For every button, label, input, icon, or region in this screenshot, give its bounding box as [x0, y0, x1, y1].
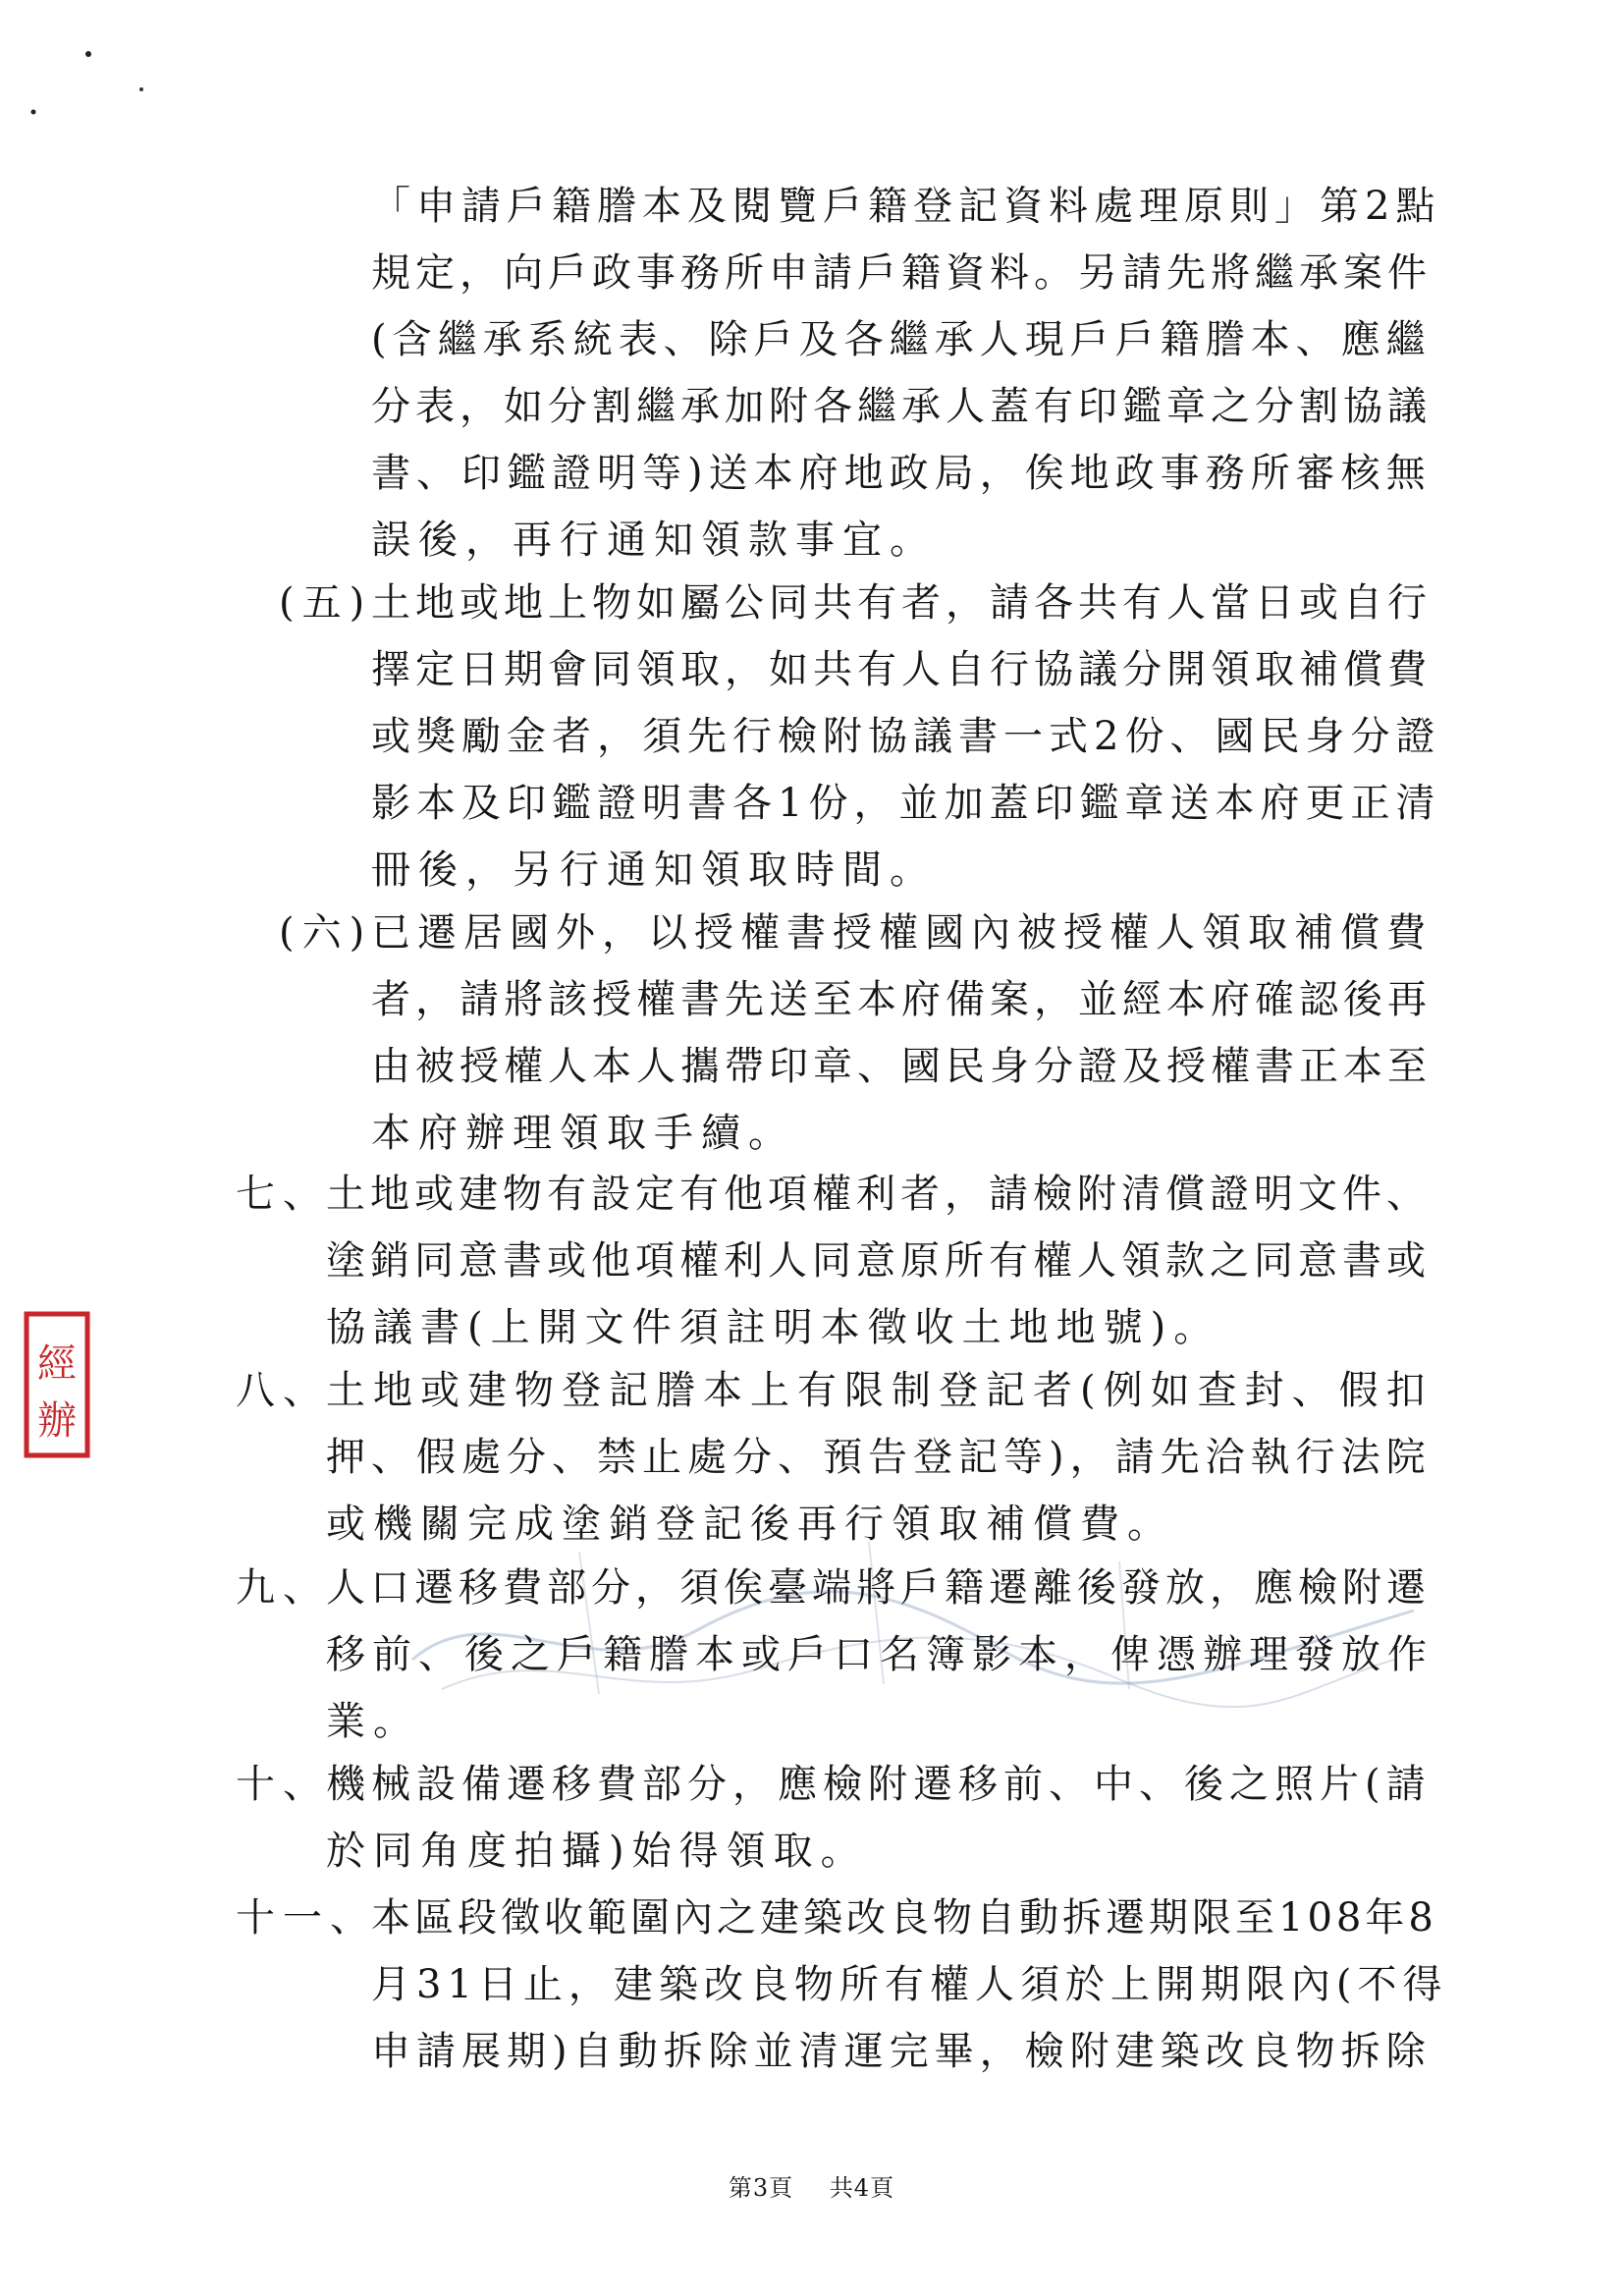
- page-footer: [0, 2168, 1623, 2203]
- item-marker: 八、: [236, 1368, 330, 1413]
- text-line: 人口遷移費部分，須俟臺端將戶籍遷離後發放，應檢附遷: [326, 1565, 1431, 1611]
- item-marker: (六): [279, 910, 373, 956]
- svg-text:經: 經: [37, 1341, 77, 1387]
- text-line: 規定，向戶政事務所申請戶籍資料。另請先將繼承案件: [371, 250, 1432, 296]
- text-line: 機械設備遷移費部分，應檢附遷移前、中、後之照片(請: [326, 1762, 1432, 1807]
- text-line: 影本及印鑑證明書各1份，並加蓋印鑑章送本府更正清: [371, 781, 1441, 826]
- item-marker: 十一、: [236, 1895, 377, 1941]
- text-line: 或獎勵金者，須先行檢附協議書一式2份、國民身分證: [371, 714, 1441, 759]
- text-line: 塗銷同意書或他項權利人同意原所有權人領款之同意書或: [326, 1238, 1431, 1284]
- item-marker: 十、: [236, 1762, 330, 1807]
- page-number: 第3頁: [728, 2174, 794, 2202]
- blue-ink-stamp: [373, 1522, 1453, 1719]
- text-line: 者，請將該授權書先送至本府備案，並經本府確認後再: [371, 977, 1432, 1022]
- text-line: 書、印鑑證明等)送本府地政局，俟地政事務所審核無: [371, 451, 1432, 496]
- text-line: (含繼承系統表、除戶及各繼承人現戶戶籍謄本、應繼: [371, 317, 1432, 362]
- text-line: 土地或建物有設定有他項權利者，請檢附清償證明文件、: [326, 1172, 1431, 1217]
- page-total: 共4頁: [829, 2174, 895, 2202]
- text-line: 已遷居國外，以授權書授權國內被授權人領取補償費: [371, 910, 1433, 956]
- text-line: 申請展期)自動拆除並清運完畢，檢附建築改良物拆除: [371, 2029, 1432, 2074]
- text-line: 土地或地上物如屬公同共有者，請各共有人當日或自行: [371, 580, 1432, 626]
- text-line: 月31日止，建築改良物所有權人須於上開期限內(不得: [371, 1962, 1448, 2007]
- item-marker: 九、: [236, 1565, 330, 1611]
- text-line: 誤後，再行通知領款事宜。: [371, 518, 937, 563]
- text-line: 押、假處分、禁止處分、預告登記等)，請先洽執行法院: [326, 1435, 1432, 1480]
- text-line: 由被授權人本人攜帶印章、國民身分證及授權書正本至: [371, 1044, 1432, 1089]
- text-line: 或機關完成塗銷登記後再行領取補償費。: [326, 1502, 1174, 1547]
- text-line: 土地或建物登記謄本上有限制登記者(例如查封、假扣: [326, 1368, 1434, 1413]
- item-marker: (五): [279, 580, 373, 626]
- text-line: 分表，如分割繼承加附各繼承人蓋有印鑑章之分割協議: [371, 384, 1432, 429]
- text-line: 本區段徵收範圍內之建築改良物自動拆遷期限至108年8: [371, 1895, 1437, 1941]
- item-marker: 七、: [236, 1172, 330, 1217]
- svg-text:辦: 辦: [37, 1398, 77, 1444]
- official-seal: [22, 1306, 92, 1463]
- text-line: 本府辦理領取手續。: [371, 1111, 795, 1156]
- text-line: 擇定日期會同領取，如共有人自行協議分開領取補償費: [371, 647, 1432, 692]
- text-line: 協議書(上開文件須註明本徵收土地地號)。: [326, 1305, 1221, 1350]
- text-line: 於同角度拍攝)始得領取。: [326, 1829, 868, 1874]
- text-line: 冊後，另行通知領取時間。: [371, 847, 937, 893]
- text-line: 「申請戶籍謄本及閱覽戶籍登記資料處理原則」第2點: [371, 184, 1441, 229]
- scan-specks: [0, 0, 196, 118]
- text-line: 移前、後之戶籍謄本或戶口名簿影本，俾憑辦理發放作: [326, 1632, 1434, 1677]
- text-line: 業。: [326, 1699, 420, 1744]
